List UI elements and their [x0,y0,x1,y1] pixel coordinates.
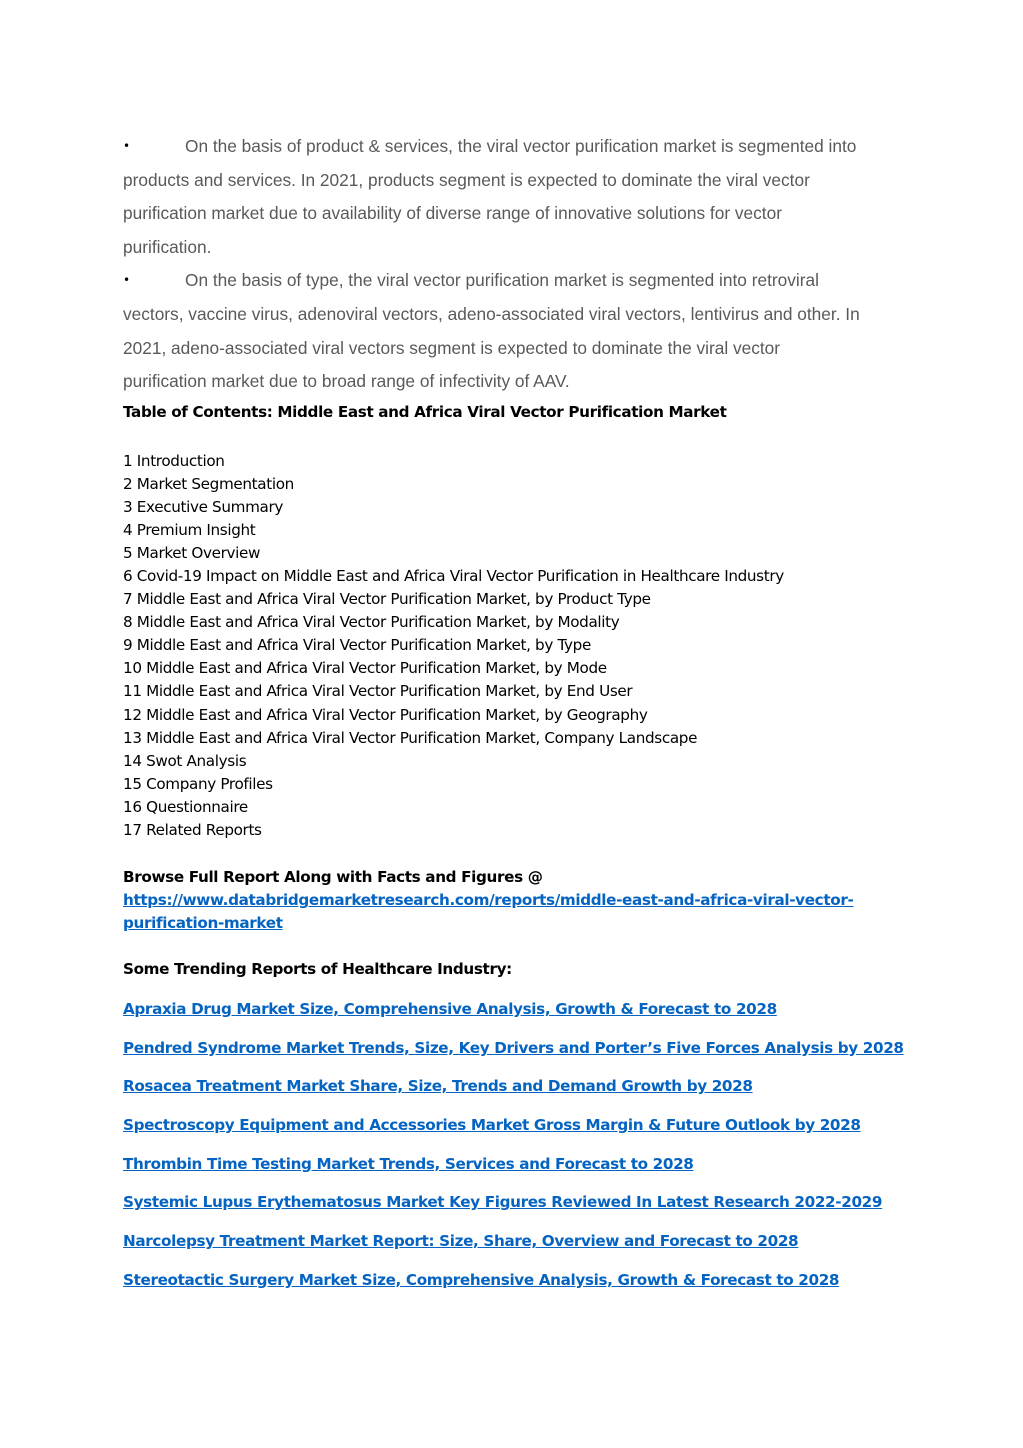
trending-report-link[interactable]: Stereotactic Surgery Market Size, Comprehensive Analysis, Growth & Forecast to 2028 [123,1270,840,1289]
toc-item: 10 Middle East and Africa Viral Vector Purification Market, by Mode [123,659,607,678]
bullet-text: 2021, adeno-associated viral vectors segment is expected to dominate the viral vector [123,337,781,358]
report-url-line-2[interactable]: purification-market [123,914,283,933]
toc-item: 8 Middle East and Africa Viral Vector Purification Market, by Modality [123,613,620,632]
browse-label: Browse Full Report Along with Facts and Figures @ [123,868,543,886]
trending-report-link[interactable]: Narcolepsy Treatment Market Report: Size, Share, Overview and Forecast to 2028 [123,1232,799,1251]
toc-item: 16 Questionnaire [123,797,248,816]
bullet-text: purification market due to broad range of infectivity of AAV. [123,371,570,392]
list-item [123,1230,904,1269]
trending-report-link[interactable]: Pendred Syndrome Market Trends, Size, Key Drivers and Porter’s Five Forces Analysis by 2028 [123,1038,904,1057]
toc-item: 15 Company Profiles [123,774,273,793]
list-item [123,1191,904,1230]
toc-item: 5 Market Overview [123,544,261,563]
toc-item: 12 Middle East and Africa Viral Vector Purification Market, by Geography [123,705,648,724]
bullet-item [123,130,903,164]
list-item [123,1153,904,1192]
bullet-text: products and services. In 2021, products segment is expected to dominate the viral vector [123,169,810,190]
toc-item: 11 Middle East and Africa Viral Vector Purification Market, by End User [123,682,633,701]
toc-item: 13 Middle East and Africa Viral Vector Purification Market, Company Landscape [123,728,698,747]
list-item [123,998,904,1037]
bullet-text: On the basis of product & services, the viral vector purification market is segmented into [185,136,857,156]
toc-item: 4 Premium Insight [123,521,256,540]
browse-section [123,866,903,936]
bullet-text: vectors, vaccine virus, adenoviral vectors, adeno-associated viral vectors, lentivirus and other. In [123,303,860,324]
trending-report-link[interactable]: Rosacea Treatment Market Share, Size, Trends and Demand Growth by 2028 [123,1077,753,1096]
trending-heading: Some Trending Reports of Healthcare Industry: [123,960,512,978]
toc-item: 17 Related Reports [123,820,262,839]
report-url-line-1[interactable]: https://www.databridgemarketresearch.com/reports/middle-east-and-africa-viral-vector- [123,891,854,910]
bullet-text: On the basis of type, the viral vector purification market is segmented into retroviral [185,270,819,291]
trending-report-link[interactable]: Spectroscopy Equipment and Accessories Market Gross Margin & Future Outlook by 2028 [123,1116,861,1135]
trending-list [123,998,904,1308]
list-item [123,1037,904,1076]
bullet-text: purification. [123,236,212,257]
toc-item: 7 Middle East and Africa Viral Vector Purification Market, by Product Type [123,590,651,609]
toc-item: 6 Covid-19 Impact on Middle East and Africa Viral Vector Purification in Healthcare Industry [123,567,784,586]
bullet-icon: • [123,273,131,288]
trending-report-link[interactable]: Systemic Lupus Erythematosus Market Key Figures Reviewed In Latest Research 2022-2029 [123,1193,883,1212]
toc-item: 2 Market Segmentation [123,475,294,494]
report-url-link[interactable] [123,891,853,932]
list-item [123,1075,904,1114]
list-item [123,1269,904,1308]
trending-report-link[interactable]: Apraxia Drug Market Size, Comprehensive Analysis, Growth & Forecast to 2028 [123,1000,777,1018]
toc-item: 3 Executive Summary [123,498,284,517]
list-item [123,1114,904,1153]
toc-heading: Table of Contents: Middle East and Africa Viral Vector Purification Market [123,403,727,421]
trending-report-link[interactable]: Thrombin Time Testing Market Trends, Services and Forecast to 2028 [123,1154,694,1173]
toc-item: 1 Introduction [123,452,225,470]
bullet-list [123,130,903,399]
toc-item: 14 Swot Analysis [123,751,247,770]
toc-list [123,450,784,842]
bullet-item [123,264,903,298]
toc-item: 9 Middle East and Africa Viral Vector Purification Market, by Type [123,636,591,655]
bullet-icon: • [123,139,131,153]
bullet-text: purification market due to availability of diverse range of innovative solutions for vector [123,203,782,224]
